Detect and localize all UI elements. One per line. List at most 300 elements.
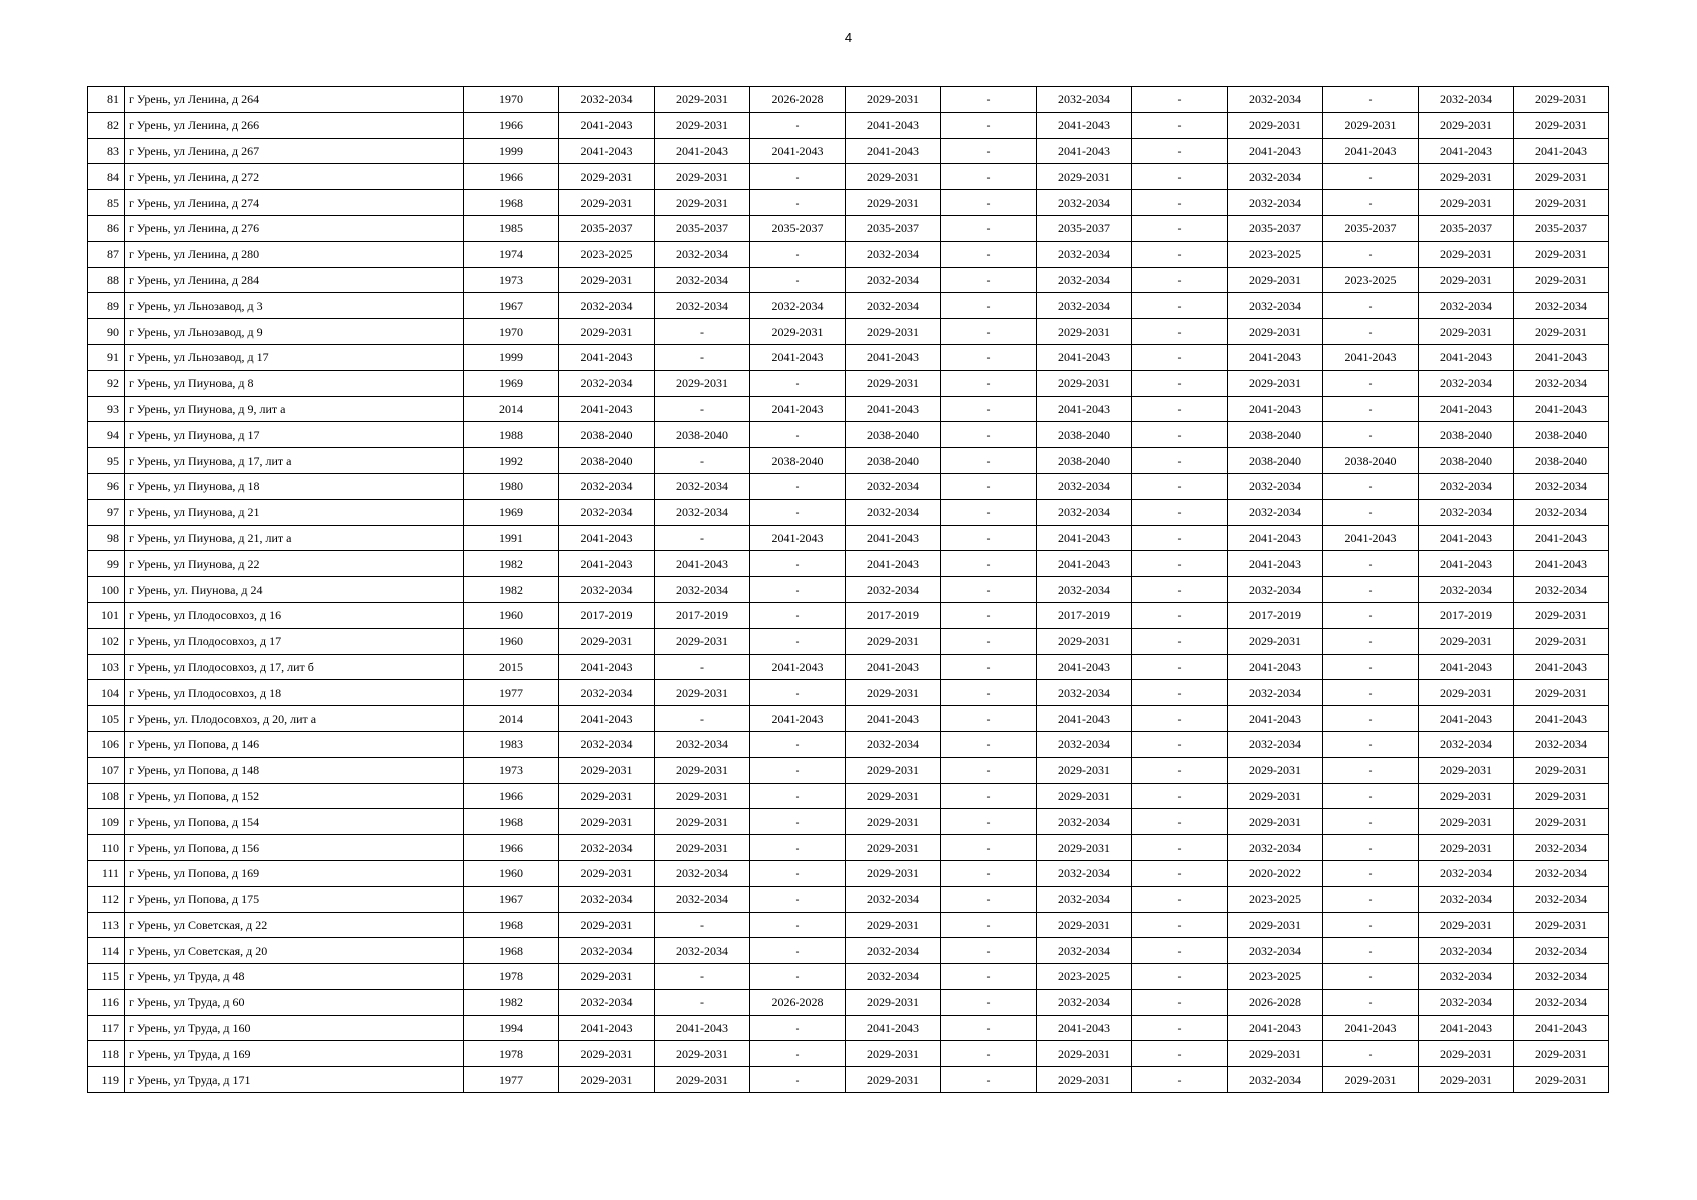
table-row xyxy=(88,448,1609,474)
period-col-4-cell: 2029-2031 xyxy=(559,757,655,783)
period-col-7-cell: 2032-2034 xyxy=(846,499,941,525)
period-col-6-cell: - xyxy=(750,577,846,603)
period-col-10-cell: - xyxy=(1132,473,1228,499)
build-year-cell: 1974 xyxy=(464,241,559,267)
address-cell: г Урень, ул Попова, д 152 xyxy=(125,783,464,809)
period-col-10-cell: - xyxy=(1132,577,1228,603)
period-col-6-cell: - xyxy=(750,241,846,267)
period-col-9-cell: 2029-2031 xyxy=(1037,1067,1132,1093)
period-col-7-cell: 2041-2043 xyxy=(846,654,941,680)
period-col-5-cell: 2029-2031 xyxy=(655,164,750,190)
period-col-10-cell: - xyxy=(1132,370,1228,396)
period-col-14-cell: 2029-2031 xyxy=(1514,912,1609,938)
period-col-14-cell: 2041-2043 xyxy=(1514,138,1609,164)
period-col-14-cell: 2041-2043 xyxy=(1514,706,1609,732)
period-col-5-cell: 2029-2031 xyxy=(655,1041,750,1067)
period-col-11-cell: 2029-2031 xyxy=(1228,757,1323,783)
address-cell: г Урень, ул Ленина, д 280 xyxy=(125,241,464,267)
build-year-cell: 1982 xyxy=(464,989,559,1015)
row-number-cell: 101 xyxy=(88,602,125,628)
period-col-4-cell: 2032-2034 xyxy=(559,886,655,912)
row-number-cell: 94 xyxy=(88,422,125,448)
period-col-12-cell: - xyxy=(1323,602,1419,628)
period-col-10-cell: - xyxy=(1132,602,1228,628)
row-number-cell: 88 xyxy=(88,267,125,293)
row-number-cell: 86 xyxy=(88,215,125,241)
build-year-cell: 1978 xyxy=(464,1041,559,1067)
period-col-8-cell: - xyxy=(941,938,1037,964)
period-col-4-cell: 2035-2037 xyxy=(559,215,655,241)
period-col-13-cell: 2029-2031 xyxy=(1419,319,1514,345)
period-col-14-cell: 2029-2031 xyxy=(1514,87,1609,113)
period-col-13-cell: 2032-2034 xyxy=(1419,938,1514,964)
period-col-8-cell: - xyxy=(941,1041,1037,1067)
period-col-11-cell: 2041-2043 xyxy=(1228,706,1323,732)
period-col-13-cell: 2029-2031 xyxy=(1419,164,1514,190)
row-number-cell: 109 xyxy=(88,809,125,835)
row-number-cell: 104 xyxy=(88,680,125,706)
row-number-cell: 106 xyxy=(88,731,125,757)
row-number-cell: 116 xyxy=(88,989,125,1015)
period-col-4-cell: 2032-2034 xyxy=(559,989,655,1015)
table-row xyxy=(88,87,1609,113)
period-col-13-cell: 2041-2043 xyxy=(1419,396,1514,422)
period-col-9-cell: 2032-2034 xyxy=(1037,809,1132,835)
period-col-5-cell: - xyxy=(655,396,750,422)
period-col-7-cell: 2029-2031 xyxy=(846,809,941,835)
period-col-5-cell: 2035-2037 xyxy=(655,215,750,241)
period-col-12-cell: - xyxy=(1323,886,1419,912)
period-col-11-cell: 2035-2037 xyxy=(1228,215,1323,241)
row-number-cell: 95 xyxy=(88,448,125,474)
period-col-8-cell: - xyxy=(941,473,1037,499)
period-col-10-cell: - xyxy=(1132,964,1228,990)
period-col-4-cell: 2032-2034 xyxy=(559,499,655,525)
period-col-10-cell: - xyxy=(1132,835,1228,861)
period-col-10-cell: - xyxy=(1132,215,1228,241)
build-year-cell: 1960 xyxy=(464,860,559,886)
build-year-cell: 1977 xyxy=(464,1067,559,1093)
period-col-11-cell: 2029-2031 xyxy=(1228,319,1323,345)
build-year-cell: 2014 xyxy=(464,396,559,422)
period-col-4-cell: 2029-2031 xyxy=(559,164,655,190)
period-col-6-cell: - xyxy=(750,602,846,628)
period-col-9-cell: 2032-2034 xyxy=(1037,577,1132,603)
period-col-14-cell: 2041-2043 xyxy=(1514,551,1609,577)
period-col-10-cell: - xyxy=(1132,138,1228,164)
period-col-10-cell: - xyxy=(1132,706,1228,732)
period-col-10-cell: - xyxy=(1132,886,1228,912)
row-number-cell: 98 xyxy=(88,525,125,551)
period-col-13-cell: 2029-2031 xyxy=(1419,912,1514,938)
period-col-8-cell: - xyxy=(941,87,1037,113)
period-col-10-cell: - xyxy=(1132,1015,1228,1041)
period-col-4-cell: 2032-2034 xyxy=(559,731,655,757)
period-col-11-cell: 2026-2028 xyxy=(1228,989,1323,1015)
address-cell: г Урень, ул Попова, д 146 xyxy=(125,731,464,757)
period-col-8-cell: - xyxy=(941,706,1037,732)
period-col-12-cell: - xyxy=(1323,757,1419,783)
row-number-cell: 102 xyxy=(88,628,125,654)
period-col-9-cell: 2032-2034 xyxy=(1037,860,1132,886)
period-col-13-cell: 2029-2031 xyxy=(1419,680,1514,706)
period-col-6-cell: 2041-2043 xyxy=(750,396,846,422)
period-col-8-cell: - xyxy=(941,602,1037,628)
period-col-5-cell: - xyxy=(655,706,750,732)
period-col-14-cell: 2032-2034 xyxy=(1514,370,1609,396)
period-col-11-cell: 2032-2034 xyxy=(1228,87,1323,113)
period-col-10-cell: - xyxy=(1132,731,1228,757)
table-row xyxy=(88,473,1609,499)
period-col-9-cell: 2029-2031 xyxy=(1037,835,1132,861)
period-col-11-cell: 2029-2031 xyxy=(1228,1041,1323,1067)
period-col-12-cell: 2029-2031 xyxy=(1323,112,1419,138)
address-cell: г Урень, ул Плодосовхоз, д 17 xyxy=(125,628,464,654)
period-col-6-cell: - xyxy=(750,1041,846,1067)
table-row xyxy=(88,835,1609,861)
period-col-13-cell: 2029-2031 xyxy=(1419,1041,1514,1067)
period-col-12-cell: - xyxy=(1323,731,1419,757)
period-col-4-cell: 2041-2043 xyxy=(559,138,655,164)
build-year-cell: 2014 xyxy=(464,706,559,732)
period-col-6-cell: 2041-2043 xyxy=(750,525,846,551)
address-cell: г Урень, ул Плодосовхоз, д 18 xyxy=(125,680,464,706)
period-col-7-cell: 2029-2031 xyxy=(846,190,941,216)
period-col-4-cell: 2041-2043 xyxy=(559,1015,655,1041)
period-col-13-cell: 2029-2031 xyxy=(1419,267,1514,293)
period-col-11-cell: 2032-2034 xyxy=(1228,938,1323,964)
period-col-4-cell: 2032-2034 xyxy=(559,680,655,706)
period-col-14-cell: 2029-2031 xyxy=(1514,757,1609,783)
period-col-12-cell: - xyxy=(1323,964,1419,990)
period-col-9-cell: 2041-2043 xyxy=(1037,1015,1132,1041)
table-row xyxy=(88,731,1609,757)
period-col-11-cell: 2041-2043 xyxy=(1228,654,1323,680)
period-col-4-cell: 2029-2031 xyxy=(559,964,655,990)
period-col-13-cell: 2029-2031 xyxy=(1419,190,1514,216)
build-year-cell: 1999 xyxy=(464,138,559,164)
period-col-9-cell: 2041-2043 xyxy=(1037,112,1132,138)
period-col-10-cell: - xyxy=(1132,757,1228,783)
period-col-9-cell: 2032-2034 xyxy=(1037,267,1132,293)
period-col-7-cell: 2032-2034 xyxy=(846,938,941,964)
period-col-7-cell: 2029-2031 xyxy=(846,319,941,345)
period-col-6-cell: - xyxy=(750,860,846,886)
period-col-8-cell: - xyxy=(941,215,1037,241)
period-col-13-cell: 2041-2043 xyxy=(1419,706,1514,732)
period-col-5-cell: 2029-2031 xyxy=(655,757,750,783)
address-cell: г Урень, ул Труда, д 48 xyxy=(125,964,464,990)
period-col-9-cell: 2035-2037 xyxy=(1037,215,1132,241)
period-col-10-cell: - xyxy=(1132,396,1228,422)
period-col-9-cell: 2029-2031 xyxy=(1037,783,1132,809)
table-row xyxy=(88,860,1609,886)
period-col-11-cell: 2041-2043 xyxy=(1228,1015,1323,1041)
period-col-6-cell: - xyxy=(750,267,846,293)
build-year-cell: 1969 xyxy=(464,370,559,396)
row-number-cell: 97 xyxy=(88,499,125,525)
period-col-10-cell: - xyxy=(1132,860,1228,886)
period-col-12-cell: - xyxy=(1323,164,1419,190)
period-col-14-cell: 2029-2031 xyxy=(1514,1041,1609,1067)
address-cell: г Урень, ул Льнозавод, д 9 xyxy=(125,319,464,345)
build-year-cell: 1978 xyxy=(464,964,559,990)
period-col-9-cell: 2038-2040 xyxy=(1037,422,1132,448)
period-col-5-cell: - xyxy=(655,654,750,680)
period-col-6-cell: - xyxy=(750,783,846,809)
period-col-13-cell: 2029-2031 xyxy=(1419,241,1514,267)
address-cell: г Урень, ул Плодосовхоз, д 16 xyxy=(125,602,464,628)
period-col-8-cell: - xyxy=(941,344,1037,370)
period-col-14-cell: 2029-2031 xyxy=(1514,602,1609,628)
period-col-14-cell: 2032-2034 xyxy=(1514,886,1609,912)
period-col-5-cell: 2017-2019 xyxy=(655,602,750,628)
period-col-10-cell: - xyxy=(1132,448,1228,474)
period-col-5-cell: 2041-2043 xyxy=(655,138,750,164)
address-cell: г Урень, ул Пиунова, д 21, лит а xyxy=(125,525,464,551)
period-col-9-cell: 2032-2034 xyxy=(1037,190,1132,216)
build-year-cell: 1988 xyxy=(464,422,559,448)
table-row xyxy=(88,267,1609,293)
period-col-7-cell: 2038-2040 xyxy=(846,422,941,448)
period-col-4-cell: 2032-2034 xyxy=(559,293,655,319)
period-col-7-cell: 2017-2019 xyxy=(846,602,941,628)
build-year-cell: 1973 xyxy=(464,267,559,293)
period-col-6-cell: 2041-2043 xyxy=(750,654,846,680)
period-col-5-cell: - xyxy=(655,319,750,345)
period-col-8-cell: - xyxy=(941,860,1037,886)
period-col-10-cell: - xyxy=(1132,525,1228,551)
period-col-7-cell: 2029-2031 xyxy=(846,1041,941,1067)
period-col-5-cell: 2032-2034 xyxy=(655,499,750,525)
period-col-14-cell: 2032-2034 xyxy=(1514,835,1609,861)
table-row xyxy=(88,138,1609,164)
row-number-cell: 118 xyxy=(88,1041,125,1067)
period-col-6-cell: - xyxy=(750,190,846,216)
period-col-7-cell: 2029-2031 xyxy=(846,1067,941,1093)
address-cell: г Урень, ул Труда, д 171 xyxy=(125,1067,464,1093)
period-col-12-cell: 2035-2037 xyxy=(1323,215,1419,241)
period-col-14-cell: 2041-2043 xyxy=(1514,654,1609,680)
period-col-8-cell: - xyxy=(941,680,1037,706)
period-col-10-cell: - xyxy=(1132,267,1228,293)
period-col-13-cell: 2032-2034 xyxy=(1419,731,1514,757)
period-col-7-cell: 2029-2031 xyxy=(846,989,941,1015)
period-col-14-cell: 2032-2034 xyxy=(1514,938,1609,964)
address-cell: г Урень, ул Пиунова, д 17 xyxy=(125,422,464,448)
period-col-5-cell: 2029-2031 xyxy=(655,835,750,861)
period-col-9-cell: 2041-2043 xyxy=(1037,138,1132,164)
period-col-12-cell: - xyxy=(1323,912,1419,938)
period-col-8-cell: - xyxy=(941,783,1037,809)
address-cell: г Урень, ул Пиунова, д 21 xyxy=(125,499,464,525)
period-col-8-cell: - xyxy=(941,267,1037,293)
period-col-5-cell: 2032-2034 xyxy=(655,938,750,964)
period-col-11-cell: 2038-2040 xyxy=(1228,448,1323,474)
period-col-6-cell: - xyxy=(750,1067,846,1093)
period-col-7-cell: 2041-2043 xyxy=(846,138,941,164)
period-col-13-cell: 2032-2034 xyxy=(1419,370,1514,396)
table-row xyxy=(88,241,1609,267)
row-number-cell: 85 xyxy=(88,190,125,216)
row-number-cell: 115 xyxy=(88,964,125,990)
period-col-11-cell: 2032-2034 xyxy=(1228,577,1323,603)
period-col-4-cell: 2041-2043 xyxy=(559,706,655,732)
row-number-cell: 107 xyxy=(88,757,125,783)
period-col-7-cell: 2041-2043 xyxy=(846,525,941,551)
period-col-10-cell: - xyxy=(1132,680,1228,706)
period-col-8-cell: - xyxy=(941,112,1037,138)
period-col-4-cell: 2032-2034 xyxy=(559,370,655,396)
period-col-8-cell: - xyxy=(941,577,1037,603)
period-col-10-cell: - xyxy=(1132,241,1228,267)
period-col-14-cell: 2041-2043 xyxy=(1514,1015,1609,1041)
period-col-10-cell: - xyxy=(1132,654,1228,680)
period-col-6-cell: 2041-2043 xyxy=(750,138,846,164)
period-col-12-cell: - xyxy=(1323,706,1419,732)
period-col-6-cell: - xyxy=(750,731,846,757)
period-col-12-cell: - xyxy=(1323,577,1419,603)
table-row xyxy=(88,1041,1609,1067)
period-col-11-cell: 2032-2034 xyxy=(1228,293,1323,319)
table-row xyxy=(88,577,1609,603)
address-cell: г Урень, ул Попова, д 156 xyxy=(125,835,464,861)
period-col-14-cell: 2041-2043 xyxy=(1514,525,1609,551)
period-col-10-cell: - xyxy=(1132,938,1228,964)
table-row xyxy=(88,654,1609,680)
row-number-cell: 119 xyxy=(88,1067,125,1093)
build-year-cell: 1983 xyxy=(464,731,559,757)
period-col-12-cell: - xyxy=(1323,628,1419,654)
period-col-10-cell: - xyxy=(1132,344,1228,370)
period-col-11-cell: 2032-2034 xyxy=(1228,1067,1323,1093)
period-col-12-cell: - xyxy=(1323,551,1419,577)
build-year-cell: 1966 xyxy=(464,835,559,861)
period-col-4-cell: 2032-2034 xyxy=(559,473,655,499)
period-col-12-cell: - xyxy=(1323,783,1419,809)
period-col-14-cell: 2038-2040 xyxy=(1514,422,1609,448)
period-col-9-cell: 2032-2034 xyxy=(1037,241,1132,267)
period-col-13-cell: 2035-2037 xyxy=(1419,215,1514,241)
period-col-8-cell: - xyxy=(941,809,1037,835)
period-col-14-cell: 2029-2031 xyxy=(1514,809,1609,835)
build-year-cell: 1973 xyxy=(464,757,559,783)
period-col-6-cell: - xyxy=(750,112,846,138)
table-row xyxy=(88,964,1609,990)
period-col-5-cell: 2029-2031 xyxy=(655,370,750,396)
period-col-12-cell: 2041-2043 xyxy=(1323,525,1419,551)
build-year-cell: 1985 xyxy=(464,215,559,241)
period-col-8-cell: - xyxy=(941,241,1037,267)
build-year-cell: 1982 xyxy=(464,577,559,603)
period-col-7-cell: 2035-2037 xyxy=(846,215,941,241)
period-col-8-cell: - xyxy=(941,1067,1037,1093)
period-col-12-cell: - xyxy=(1323,396,1419,422)
period-col-9-cell: 2023-2025 xyxy=(1037,964,1132,990)
table-row xyxy=(88,628,1609,654)
period-col-12-cell: - xyxy=(1323,473,1419,499)
period-col-12-cell: - xyxy=(1323,809,1419,835)
period-col-12-cell: 2029-2031 xyxy=(1323,1067,1419,1093)
period-col-12-cell: - xyxy=(1323,190,1419,216)
period-col-11-cell: 2023-2025 xyxy=(1228,964,1323,990)
address-cell: г Урень, ул Плодосовхоз, д 17, лит б xyxy=(125,654,464,680)
period-col-14-cell: 2032-2034 xyxy=(1514,989,1609,1015)
period-col-11-cell: 2041-2043 xyxy=(1228,396,1323,422)
period-col-14-cell: 2029-2031 xyxy=(1514,319,1609,345)
period-col-4-cell: 2038-2040 xyxy=(559,422,655,448)
period-col-4-cell: 2029-2031 xyxy=(559,319,655,345)
table-row xyxy=(88,809,1609,835)
period-col-13-cell: 2041-2043 xyxy=(1419,525,1514,551)
period-col-9-cell: 2029-2031 xyxy=(1037,370,1132,396)
table-row xyxy=(88,525,1609,551)
period-col-4-cell: 2029-2031 xyxy=(559,1067,655,1093)
period-col-4-cell: 2029-2031 xyxy=(559,1041,655,1067)
period-col-14-cell: 2029-2031 xyxy=(1514,267,1609,293)
build-year-cell: 1968 xyxy=(464,912,559,938)
period-col-8-cell: - xyxy=(941,835,1037,861)
period-col-8-cell: - xyxy=(941,731,1037,757)
period-col-14-cell: 2029-2031 xyxy=(1514,241,1609,267)
period-col-7-cell: 2029-2031 xyxy=(846,628,941,654)
period-col-12-cell: - xyxy=(1323,680,1419,706)
row-number-cell: 82 xyxy=(88,112,125,138)
period-col-12-cell: - xyxy=(1323,499,1419,525)
period-col-13-cell: 2032-2034 xyxy=(1419,964,1514,990)
row-number-cell: 81 xyxy=(88,87,125,113)
address-cell: г Урень, ул Попова, д 148 xyxy=(125,757,464,783)
period-col-5-cell: 2032-2034 xyxy=(655,860,750,886)
period-col-5-cell: 2038-2040 xyxy=(655,422,750,448)
period-col-6-cell: - xyxy=(750,912,846,938)
period-col-11-cell: 2032-2034 xyxy=(1228,731,1323,757)
period-col-12-cell: - xyxy=(1323,293,1419,319)
period-col-7-cell: 2029-2031 xyxy=(846,164,941,190)
row-number-cell: 90 xyxy=(88,319,125,345)
period-col-7-cell: 2041-2043 xyxy=(846,344,941,370)
period-col-4-cell: 2032-2034 xyxy=(559,835,655,861)
period-col-6-cell: - xyxy=(750,164,846,190)
address-cell: г Урень, ул Попова, д 169 xyxy=(125,860,464,886)
period-col-6-cell: 2032-2034 xyxy=(750,293,846,319)
table-row xyxy=(88,886,1609,912)
table-body xyxy=(88,87,1609,1093)
period-col-7-cell: 2032-2034 xyxy=(846,964,941,990)
period-col-14-cell: 2029-2031 xyxy=(1514,1067,1609,1093)
period-col-5-cell: 2029-2031 xyxy=(655,112,750,138)
table-row xyxy=(88,370,1609,396)
period-col-9-cell: 2032-2034 xyxy=(1037,87,1132,113)
address-cell: г Урень, ул. Пиунова, д 24 xyxy=(125,577,464,603)
period-col-9-cell: 2032-2034 xyxy=(1037,938,1132,964)
period-col-14-cell: 2029-2031 xyxy=(1514,164,1609,190)
row-number-cell: 113 xyxy=(88,912,125,938)
period-col-6-cell: - xyxy=(750,473,846,499)
period-col-7-cell: 2029-2031 xyxy=(846,783,941,809)
period-col-12-cell: - xyxy=(1323,319,1419,345)
table-row xyxy=(88,680,1609,706)
period-col-13-cell: 2032-2034 xyxy=(1419,293,1514,319)
period-col-11-cell: 2017-2019 xyxy=(1228,602,1323,628)
build-year-cell: 1966 xyxy=(464,112,559,138)
period-col-13-cell: 2038-2040 xyxy=(1419,448,1514,474)
period-col-4-cell: 2029-2031 xyxy=(559,783,655,809)
period-col-13-cell: 2038-2040 xyxy=(1419,422,1514,448)
period-col-10-cell: - xyxy=(1132,112,1228,138)
table-row xyxy=(88,422,1609,448)
period-col-9-cell: 2041-2043 xyxy=(1037,551,1132,577)
